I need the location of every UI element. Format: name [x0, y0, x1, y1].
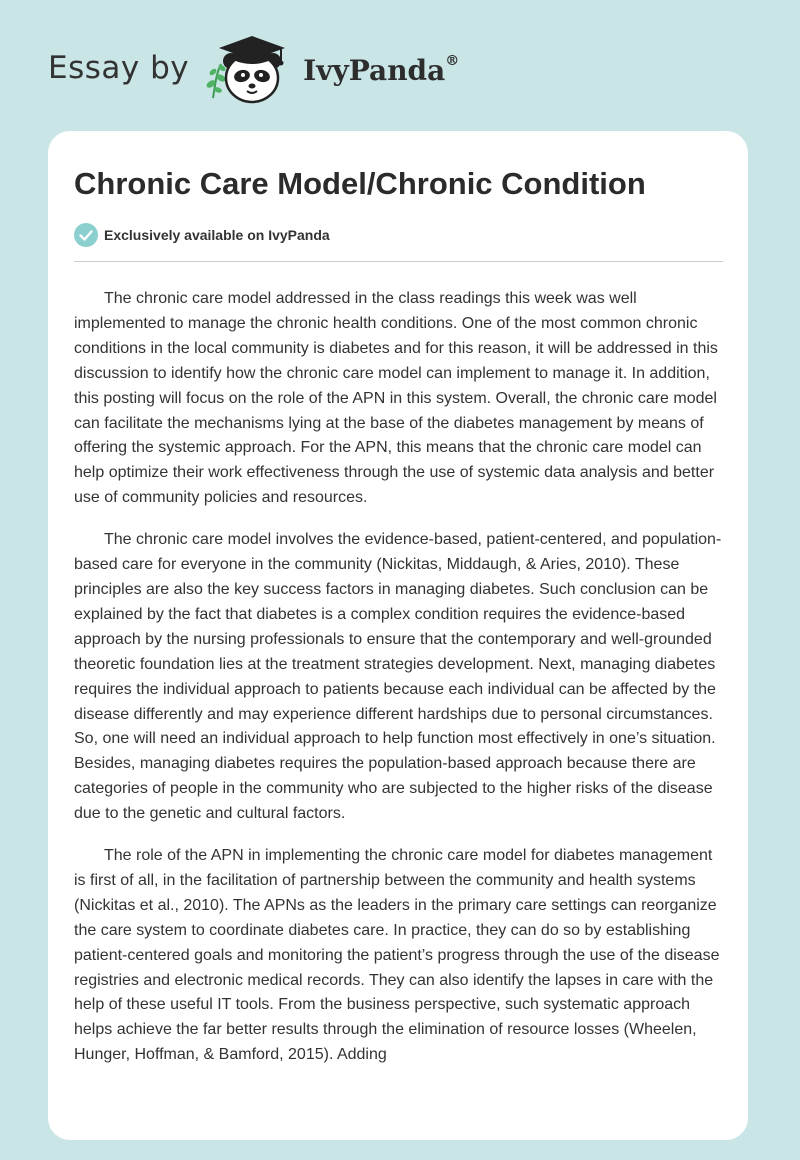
brand-name — [303, 54, 459, 87]
check-circle-icon — [74, 223, 98, 247]
site-header — [48, 28, 459, 108]
paragraph: The chronic care model involves the evidence-based, patient-centered, and population-based care for everyone in the community (Nickitas, Middaugh, & Aries, 2010). These principles are also the key success factors in managing diabetes. Such conclusion can be explained by the fact that diabetes is a complex condition requires the evidence-based approach by the nursing professionals to ensure that the contemporary and well-grounded theoretic foundation lies at the treatment strategies development. Next, managing diabetes requires the individual approach to patients because each individual can be affected by the disease differently and may experience different hardships due to personal circumstances. So, one will need an individual approach to help function most effectively in one’s situation. Besides, managing diabetes requires the population-based approach because there are categories of people in the community who are subjected to the higher risks of the disease due to the genetic and cultural factors. — [74, 531, 722, 823]
panda-graduate-icon — [201, 28, 299, 108]
page-title: Chronic Care Model/Chronic Condition — [74, 166, 646, 201]
exclusive-label: Exclusively available on IvyPanda — [104, 227, 330, 243]
brand-text: IvyPanda — [303, 53, 446, 87]
exclusive-badge — [74, 223, 330, 247]
registered-mark: ® — [445, 53, 460, 70]
essay-by-label: Essay by — [48, 50, 190, 86]
divider — [74, 261, 723, 262]
article-card — [48, 131, 748, 1140]
paragraph: The role of the APN in implementing the chronic care model for diabetes management is first of all, in the facilitation of partnership between the community and health systems (Nickitas et al., 2010). The APNs as the leaders in the primary care settings can reorganize the care system to coordinate diabetes care. In practice, they can do so by establishing patient-centered goals and monitoring the patient’s progress through the use of the disease registries and electronic medical records. They can also identify the lapses in care with the help of these useful IT tools. From the business perspective, such systematic approach helps achieve the far better results through the elimination of resource losses (Wheelen, Hunger, Hoffman, & Bamford, 2015). Adding — [74, 847, 720, 1064]
paragraph: The chronic care model addressed in the class readings this week was well implemented to manage the chronic health conditions. One of the most common chronic conditions in the local community is diabetes and for this reason, it will be addressed in this discussion to identify how the chronic care model can implement to manage it. In addition, this posting will focus on the role of the APN in this system. Overall, the chronic care model can facilitate the mechanisms lying at the base of the diabetes management by means of offering the systemic approach. For the APN, this means that the chronic care model can help optimize their work effectiveness through the use of systemic data analysis and better use of community policies and resources. — [74, 290, 718, 507]
article-body — [74, 287, 724, 1085]
